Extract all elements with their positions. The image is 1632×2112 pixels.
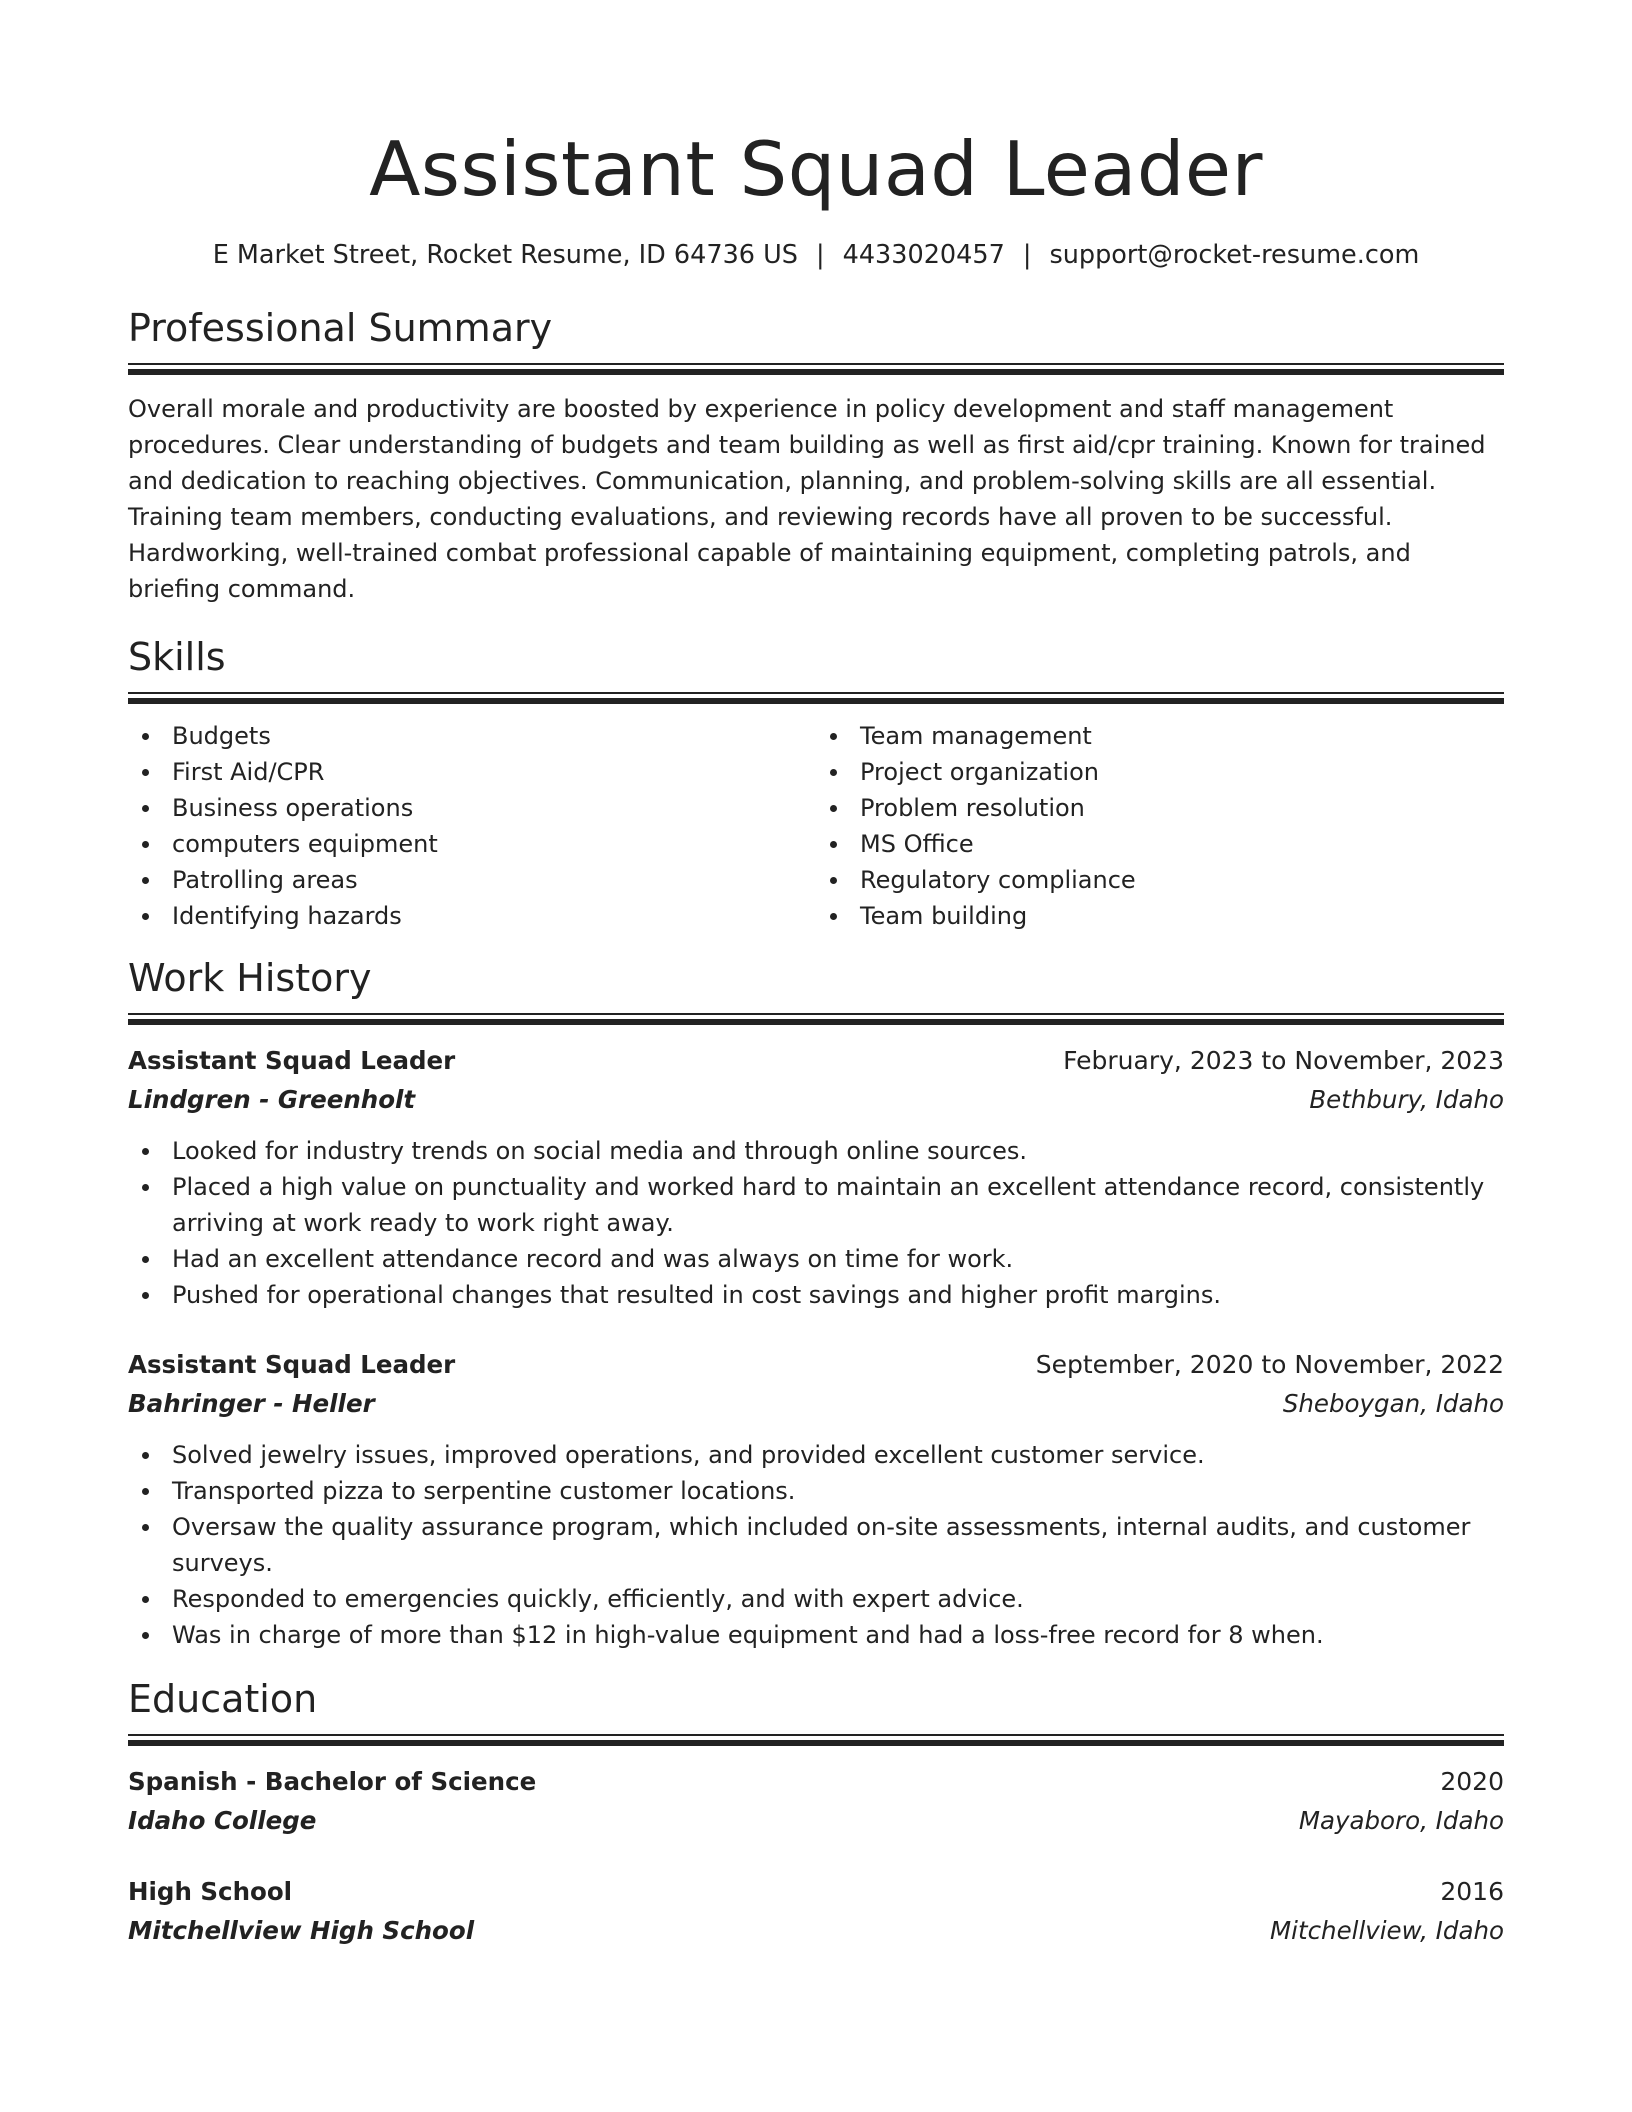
school-location: Mayaboro, Idaho bbox=[1298, 1806, 1504, 1835]
job-location: Bethbury, Idaho bbox=[1309, 1085, 1504, 1114]
bullet-icon bbox=[142, 1292, 149, 1299]
school-name: Mitchellview High School bbox=[128, 1916, 475, 1945]
skill-item: Budgets bbox=[128, 718, 816, 754]
job-bullet: Had an excellent attendance record and was always on time for work. bbox=[128, 1241, 1504, 1277]
bullet-icon bbox=[830, 913, 837, 920]
bullet-icon bbox=[830, 805, 837, 812]
bullet-icon bbox=[142, 877, 149, 884]
skill-item: Patrolling areas bbox=[128, 862, 816, 898]
bullet-icon bbox=[142, 769, 149, 776]
job-dates: September, 2020 to November, 2022 bbox=[1035, 1350, 1504, 1379]
bullet-icon bbox=[142, 1256, 149, 1263]
education-entry bbox=[128, 1872, 1504, 1950]
degree: Spanish - Bachelor of Science bbox=[128, 1767, 537, 1796]
school-name: Idaho College bbox=[128, 1806, 317, 1835]
education-school-row bbox=[128, 1912, 1504, 1950]
bullet-icon bbox=[142, 1632, 149, 1639]
job-bullets bbox=[128, 1133, 1504, 1313]
job-company-row bbox=[128, 1385, 1504, 1423]
bullet-icon bbox=[142, 1452, 149, 1459]
education-section bbox=[128, 1675, 1504, 1950]
graduation-year: 2020 bbox=[1440, 1767, 1504, 1796]
skills-column-right bbox=[816, 718, 1504, 934]
job-title: Assistant Squad Leader bbox=[128, 1350, 456, 1379]
job-entry bbox=[128, 1041, 1504, 1313]
email: support@rocket-resume.com bbox=[1049, 240, 1420, 270]
company-name: Bahringer - Heller bbox=[128, 1389, 375, 1418]
address: E Market Street, Rocket Resume, ID 64736 US bbox=[212, 240, 798, 270]
section-divider bbox=[128, 363, 1504, 375]
job-company-row bbox=[128, 1081, 1504, 1119]
section-title-work-history: Work History bbox=[128, 956, 372, 1000]
section-divider bbox=[128, 1734, 1504, 1746]
skill-item: Project organization bbox=[816, 754, 1504, 790]
job-header-row bbox=[128, 1041, 1504, 1081]
skill-item: Identifying hazards bbox=[128, 898, 816, 934]
company-name: Lindgren - Greenholt bbox=[128, 1085, 416, 1114]
job-bullet: Responded to emergencies quickly, efficiently, and with expert advice. bbox=[128, 1581, 1504, 1617]
education-header-row bbox=[128, 1762, 1504, 1802]
job-header-row bbox=[128, 1345, 1504, 1385]
bullet-icon bbox=[830, 769, 837, 776]
skill-item: First Aid/CPR bbox=[128, 754, 816, 790]
job-bullet: Pushed for operational changes that resulted in cost savings and higher profit margins. bbox=[128, 1277, 1504, 1313]
skill-item: computers equipment bbox=[128, 826, 816, 862]
job-bullet: Looked for industry trends on social media and through online sources. bbox=[128, 1133, 1504, 1169]
skills-column-left bbox=[128, 718, 816, 934]
bullet-icon bbox=[142, 733, 149, 740]
job-location: Sheboygan, Idaho bbox=[1282, 1389, 1504, 1418]
job-bullet: Transported pizza to serpentine customer locations. bbox=[128, 1473, 1504, 1509]
bullet-icon bbox=[142, 805, 149, 812]
job-dates: February, 2023 to November, 2023 bbox=[1063, 1046, 1504, 1075]
section-divider bbox=[128, 1013, 1504, 1025]
job-entry bbox=[128, 1345, 1504, 1653]
section-title-education: Education bbox=[128, 1677, 318, 1721]
education-school-row bbox=[128, 1802, 1504, 1840]
phone: 4433020457 bbox=[842, 240, 1005, 270]
job-bullet: Solved jewelry issues, improved operations, and provided excellent customer service. bbox=[128, 1437, 1504, 1473]
skill-item: Team management bbox=[816, 718, 1504, 754]
skill-item: Regulatory compliance bbox=[816, 862, 1504, 898]
skill-item: Team building bbox=[816, 898, 1504, 934]
bullet-icon bbox=[830, 733, 837, 740]
bullet-icon bbox=[142, 1596, 149, 1603]
job-bullets bbox=[128, 1437, 1504, 1653]
skill-item: Business operations bbox=[128, 790, 816, 826]
bullet-icon bbox=[142, 1524, 149, 1531]
contact-separator: | bbox=[816, 240, 825, 270]
section-title-summary: Professional Summary bbox=[128, 306, 553, 350]
contact-line bbox=[128, 238, 1504, 272]
education-entry bbox=[128, 1762, 1504, 1840]
job-bullet: Was in charge of more than $12 in high-value equipment and had a loss-free record for 8 when. bbox=[128, 1617, 1504, 1653]
work-history-section bbox=[128, 954, 1504, 1653]
school-location: Mitchellview, Idaho bbox=[1270, 1916, 1504, 1945]
bullet-icon bbox=[142, 1148, 149, 1155]
bullet-icon bbox=[142, 1488, 149, 1495]
skills-section bbox=[128, 633, 1504, 934]
job-bullet: Oversaw the quality assurance program, which included on-site assessments, internal audits, and customer surveys. bbox=[128, 1509, 1504, 1581]
summary-section bbox=[128, 304, 1504, 607]
bullet-icon bbox=[830, 877, 837, 884]
education-header-row bbox=[128, 1872, 1504, 1912]
skills-grid bbox=[128, 718, 1504, 934]
job-bullet: Placed a high value on punctuality and worked hard to maintain an excellent attendance record, consistently arriving at work ready to work right away. bbox=[128, 1169, 1504, 1241]
bullet-icon bbox=[142, 913, 149, 920]
skill-item: Problem resolution bbox=[816, 790, 1504, 826]
candidate-name: Assistant Squad Leader bbox=[369, 125, 1263, 213]
section-title-skills: Skills bbox=[128, 635, 226, 679]
degree: High School bbox=[128, 1877, 293, 1906]
bullet-icon bbox=[142, 841, 149, 848]
bullet-icon bbox=[142, 1184, 149, 1191]
bullet-icon bbox=[830, 841, 837, 848]
summary-text: Overall morale and productivity are boosted by experience in policy development and staff management procedures. Clear understanding of budgets and team building as well as first aid/cpr training. Known for trained and dedication to reaching objectives. Communication, planning, and problem-solving skills are all essential. Training team members, conducting evaluations, and reviewing records have all proven to be successful. Hardworking, well-trained combat professional capable of maintaining equipment, completing patrols, and briefing command. bbox=[128, 395, 1486, 603]
section-divider bbox=[128, 692, 1504, 704]
contact-separator: | bbox=[1022, 240, 1032, 270]
job-title: Assistant Squad Leader bbox=[128, 1046, 456, 1075]
skill-item: MS Office bbox=[816, 826, 1504, 862]
graduation-year: 2016 bbox=[1440, 1877, 1504, 1906]
